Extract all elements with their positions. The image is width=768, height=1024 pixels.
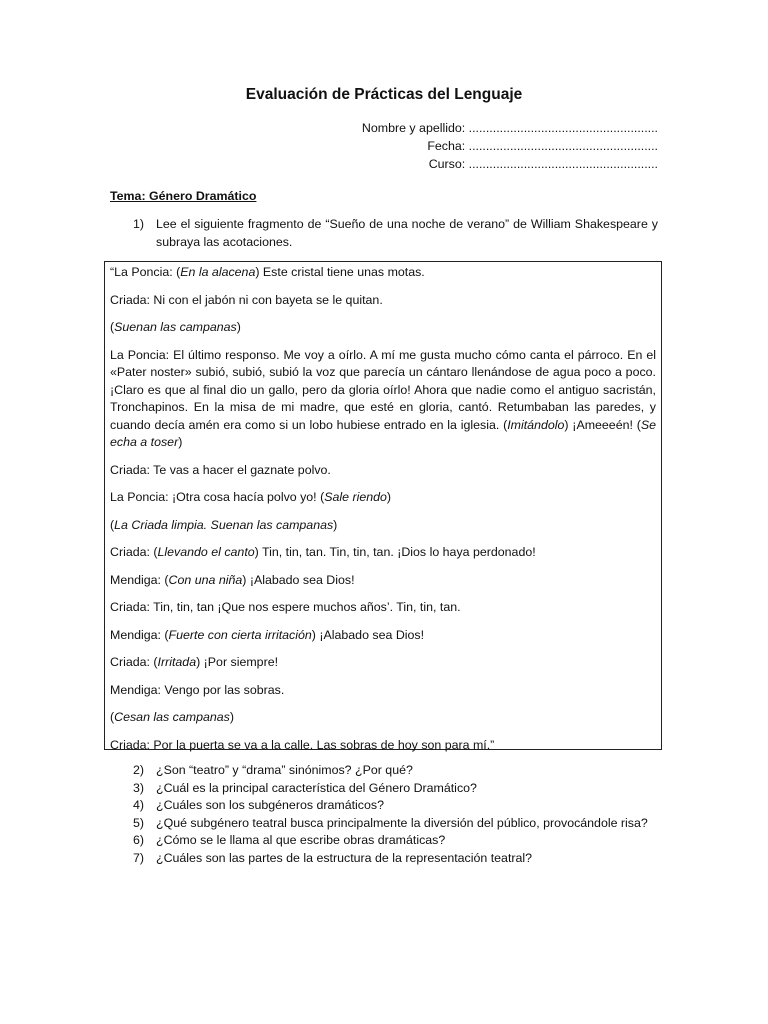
question-item (133, 797, 658, 815)
question-text: Lee el siguiente fragmento de “Sueño de una noche de verano” de William Shakespeare y subraya las acotaciones. (156, 217, 658, 249)
dialogue-text: ) (229, 710, 234, 724)
dialogue-text: La Poncia: ¡Otra cosa hacía polvo yo! ( (110, 490, 325, 504)
stage-direction: Fuerte con cierta irritación (168, 627, 312, 642)
question-text: ¿Cómo se le llama al que escribe obras dramáticas? (156, 833, 446, 847)
dialogue-text: ) (333, 517, 338, 532)
dialogue-text: ) ¡Alabado sea Dios! (311, 627, 425, 642)
dialogue-text: ) (178, 435, 183, 449)
dialogue-line (110, 709, 656, 727)
dialogue-text: ) (386, 490, 392, 504)
dialogue-text: Mendiga: Vengo por las sobras. (110, 682, 285, 697)
document-title: Evaluación de Prácticas del Lenguaje (245, 86, 523, 103)
dialogue-text: ) (236, 320, 241, 334)
stage-direction: Imitándolo (507, 417, 565, 432)
dialogue-text: Mendiga: ( (110, 572, 169, 587)
stage-direction: Sale riendo (324, 490, 387, 504)
question-number: 1) (133, 217, 145, 231)
dialogue-line (110, 599, 656, 617)
question-item (133, 762, 658, 780)
date-field: Fecha: ....................................................... (427, 139, 658, 153)
dialogue-text: Criada: ( (110, 545, 158, 559)
question-text: ¿Cuál es la principal característica del Género Dramático? (156, 780, 477, 795)
dialogue-line (110, 627, 656, 645)
dialogue-line (110, 264, 656, 282)
stage-direction: Con una niña (168, 572, 243, 587)
question-number: 7) (133, 850, 145, 865)
question-text: ¿Cuáles son las partes de la estructura de la representación teatral? (156, 850, 533, 865)
stage-direction: Cesan las campanas (114, 710, 230, 724)
dialogue-text: Criada: Por la puerta se va a la calle. Las sobras de hoy son para mí.” (110, 737, 495, 752)
name-field: Nombre y apellido: ....................................................... (361, 121, 658, 135)
dialogue-text: ) Este cristal tiene unas motas. (255, 265, 425, 279)
question-1 (133, 215, 658, 251)
drama-excerpt-box (104, 261, 662, 750)
question-item (133, 832, 658, 850)
dialogue-text: Criada: Tin, tin, tan ¡Que nos espere muchos años’. Tin, tin, tan. (110, 600, 461, 614)
course-field: Curso: ....................................................... (428, 157, 658, 171)
question-text: ¿Son “teatro” y “drama” sinónimos? ¿Por qué? (156, 763, 413, 777)
dialogue-line (110, 572, 656, 590)
dialogue-text: ( (110, 710, 115, 724)
question-number: 5) (133, 815, 145, 830)
stage-direction: Irritada (157, 655, 197, 669)
stage-direction: Se echa a toser (110, 417, 657, 449)
question-item (133, 850, 658, 868)
dialogue-text: ) ¡Por siempre! (196, 655, 279, 669)
dialogue-text: Criada: ( (110, 655, 158, 669)
question-number: 6) (133, 833, 145, 847)
dialogue-text: ) ¡Ameeeén! ( (564, 417, 641, 432)
question-text: ¿Cuáles son los subgéneros dramáticos? (156, 798, 384, 812)
question-item (133, 780, 658, 798)
dialogue-line (110, 319, 656, 337)
dialogue-text: ) ¡Alabado sea Dios! (242, 572, 355, 587)
dialogue-text: ( (110, 320, 115, 334)
question-number: 4) (133, 798, 145, 812)
dialogue-text: Mendiga: ( (110, 627, 169, 642)
stage-direction: En la alacena (180, 265, 256, 279)
stage-direction: La Criada limpia. Suenan las campanas (114, 517, 334, 532)
questions-list (133, 762, 658, 867)
student-info-fields (362, 119, 658, 173)
dialogue-line (110, 489, 656, 507)
dialogue-text: La Poncia: El último responso. Me voy a oírlo. A mí me gusta mucho cómo canta el párroco. En el «Pater noster» subió, subió, subió la voz que parecía un cántaro llenándose de agua poco a poco. ¡Claro es que al final dio un gallo, pero da gloria oírlo! Ahora que nadie como el antiguo sacristán, Tronchapinos. En la misa de mi madre, que esté en gloria, cantó. Retumbaban las paredes, y cuando decía amén era como si un lobo hubiese entrado en la iglesia. ( (110, 347, 656, 432)
dialogue-line (110, 347, 656, 452)
dialogue-line (110, 654, 656, 672)
dialogue-line (110, 292, 656, 310)
dialogue-line (110, 517, 656, 535)
dialogue-line (110, 462, 656, 480)
question-number: 3) (133, 780, 145, 795)
question-item (133, 815, 658, 833)
dialogue-line (110, 544, 656, 562)
dialogue-text: ) Tin, tin, tan. Tin, tin, tan. ¡Dios lo haya perdonado! (254, 545, 536, 559)
dialogue-line (110, 682, 656, 700)
dialogue-text: “La Poncia: ( (110, 265, 181, 279)
dialogue-text: Criada: Ni con el jabón ni con bayeta se le quitan. (110, 292, 383, 307)
stage-direction: Llevando el canto (157, 545, 255, 559)
dialogue-text: ( (110, 517, 115, 532)
question-number: 2) (133, 763, 145, 777)
dialogue-text: Criada: Te vas a hacer el gaznate polvo. (110, 462, 331, 477)
question-text: ¿Qué subgénero teatral busca principalmente la diversión del público, provocándole risa? (156, 815, 648, 830)
topic-heading: Tema: Género Dramático (110, 189, 257, 203)
stage-direction: Suenan las campanas (114, 320, 237, 334)
dialogue-line (110, 737, 656, 755)
